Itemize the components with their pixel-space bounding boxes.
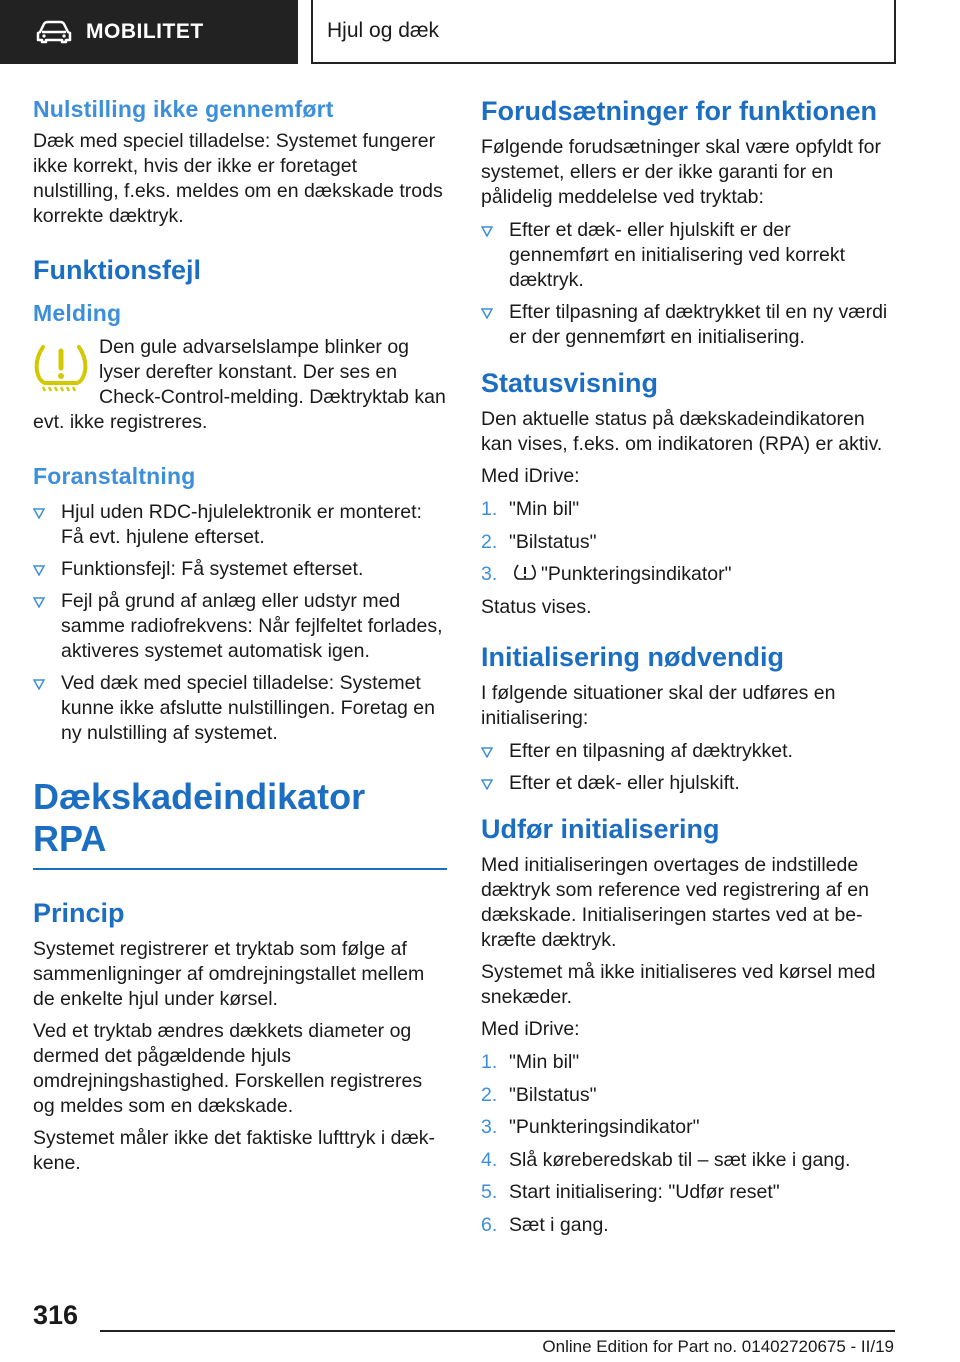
do-init-heading: Udfør initialisering <box>481 814 720 844</box>
list-item: 2. "Bilstatus" <box>481 1083 597 1106</box>
step-text: "Min bil" <box>509 498 580 520</box>
triangle-bullet-icon <box>481 778 493 790</box>
right-column <box>481 96 893 1246</box>
measure-text: Fejl på grund af anlæg eller udstyr med samme radiofrekvens: Når fejlfeltet forlades, aktiveres systemet automatisk igen. <box>61 590 443 662</box>
triangle-bullet-icon <box>33 564 45 576</box>
principle-heading: Princip <box>33 898 125 928</box>
chapter-tab <box>311 0 896 64</box>
prereq-heading: Forudsætninger for funktionen <box>481 96 877 126</box>
left-column <box>33 96 447 1183</box>
measure-text: Funktionsfejl: Få systemet efterset. <box>61 558 364 580</box>
list-item <box>33 500 447 550</box>
section-tab <box>0 0 298 64</box>
step-text: "Bilstatus" <box>509 530 597 553</box>
malfunction-heading: Funktionsfejl <box>33 255 201 285</box>
list-item: 6. Sæt i gang. <box>481 1213 609 1236</box>
list-item: 2. "Bilstatus" <box>481 530 597 553</box>
list-item <box>33 671 447 746</box>
prereq-item-text: Efter tilpasning af dæktrykket til en ny værdi er der gennemført en initialisering. <box>509 301 888 348</box>
message-heading: Melding <box>33 300 122 326</box>
reset-failed-text: Dæk med speciel tilladelse: Systemet fungerer ikke korrekt, hvis der ikke er foretaget nulstilling, f.eks. meldes om en dækskade trods korrekte dæktryk. <box>33 130 443 227</box>
footer-divider <box>100 1330 895 1332</box>
car-icon <box>36 20 72 44</box>
principle-text-2: Ved et tryktab ændres dækkets diameter og dermed det pågældende hjuls omdrejningshastighed. Forskellen registreres og meldes som en dækskade. <box>33 1020 423 1117</box>
list-item <box>33 557 447 582</box>
list-item: 1. "Min bil" <box>481 498 580 520</box>
list-item <box>481 218 893 293</box>
list-item <box>33 589 447 664</box>
step-text: Slå køreberedskab til – sæt ikke i gang. <box>509 1148 851 1171</box>
do-init-text-2: Systemet må ikke initialiseres ved kørsel med snekæder. <box>481 961 876 1008</box>
measure-heading: Foranstaltning <box>33 463 196 489</box>
edition-text: Online Edition for Part no. 01402720675 - II/19 <box>542 1337 894 1356</box>
warning-message <box>33 335 447 435</box>
section-title: MOBILITET <box>86 20 204 43</box>
reset-failed-heading: Nulstilling ikke gennemført <box>33 96 334 122</box>
page-header <box>0 0 960 66</box>
tire-pressure-icon <box>513 563 537 583</box>
prereq-list <box>481 218 893 350</box>
list-item: 5. Start initialisering: "Udfør reset" <box>481 1181 780 1203</box>
triangle-bullet-icon <box>481 746 493 758</box>
prereq-item-text: Efter et dæk- eller hjulskift er der gennemført en initialisering ved korrekt dæktryk. <box>509 219 845 291</box>
status-idrive-label: Med iDrive: <box>481 465 580 487</box>
do-init-idrive-label: Med iDrive: <box>481 1018 580 1040</box>
message-text: Den gule advarselslampe blinker og lyser derefter konstant. Der ses en Check-Control-melding. Dæktryktab kan evt. ikke registreres. <box>33 336 446 433</box>
list-item <box>481 771 893 796</box>
measure-list <box>33 500 447 746</box>
measure-text: Hjul uden RDC-hjulelektronik er monteret: Få evt. hjulene efterset. <box>61 501 422 548</box>
init-cases-list <box>481 739 893 796</box>
page-number: 316 <box>33 1300 79 1330</box>
init-needed-heading: Initialisering nødvendig <box>481 642 785 672</box>
status-heading: Statusvisning <box>481 368 659 398</box>
tire-pressure-warning-icon <box>33 341 89 393</box>
init-case-text: Efter et dæk- eller hjulskift. <box>509 772 740 794</box>
status-result: Status vises. <box>481 596 592 618</box>
rpa-heading: Dækskadeindikator RPA <box>33 776 447 870</box>
principle-text-3: Systemet måler ikke det faktiske lufttryk i dækkene. <box>33 1127 436 1174</box>
triangle-bullet-icon <box>33 596 45 608</box>
triangle-bullet-icon <box>33 678 45 690</box>
list-item <box>481 739 893 764</box>
step-text: Sæt i gang. <box>509 1213 609 1236</box>
step-text: "Punkteringsindikator" <box>509 1116 700 1138</box>
list-item: 3. "Punkteringsindikator" <box>481 1116 700 1138</box>
step-text: "Min bil" <box>509 1051 580 1073</box>
step-text: "Punkteringsindikator" <box>541 563 732 585</box>
triangle-bullet-icon <box>481 225 493 237</box>
list-item: 1. "Min bil" <box>481 1051 580 1073</box>
step-text: Start initialisering: "Udfør reset" <box>509 1181 780 1203</box>
triangle-bullet-icon <box>33 507 45 519</box>
list-item: 4. Slå køreberedskab til – sæt ikke i gang. <box>481 1148 851 1171</box>
list-item <box>481 300 893 350</box>
principle-text-1: Systemet registrerer et tryktab som følge af sammenligninger af omdrejningstallet mellem de enkelte hjul under kørsel. <box>33 938 425 1010</box>
status-steps <box>481 497 893 587</box>
measure-text: Ved dæk med speciel tilladelse: Systemet kunne ikke afslutte nulstillingen. Foretag en ny nulstilling af systemet. <box>61 672 435 744</box>
init-case-text: Efter en tilpasning af dæktrykket. <box>509 740 793 762</box>
status-text: Den aktuelle status på dækskadeindikatoren kan vises, f.eks. om indikatoren (RPA) er aktiv. <box>481 408 883 455</box>
chapter-title: Hjul og dæk <box>327 19 440 42</box>
init-needed-text: I følgende situationer skal der udføres en initialisering: <box>481 682 836 729</box>
triangle-bullet-icon <box>481 307 493 319</box>
prereq-text: Følgende forudsætninger skal være opfyldt for systemet, ellers er der ikke garanti for en pålidelig meddelelse ved tryktab: <box>481 136 881 208</box>
do-init-steps <box>481 1050 893 1238</box>
do-init-text-1: Med initialiseringen overtages de indstillede dæktryk som reference ved registrering af en dækskade. Initialiseringen startes ved at bekræfte dæktryk. <box>481 854 870 951</box>
step-text: "Bilstatus" <box>509 1083 597 1106</box>
list-item: 3. "Punkteringsindikator" <box>481 563 732 585</box>
